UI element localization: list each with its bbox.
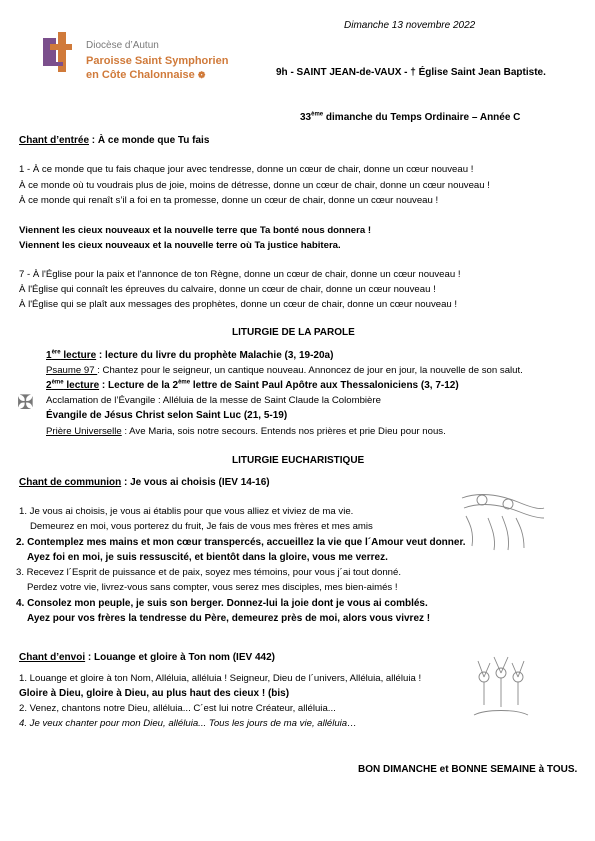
envoi-line-4: 4. Je veux chanter pour mon Dieu, alléluia... Tous les jours de ma vie, alléluia… bbox=[19, 718, 357, 729]
communion-heading bbox=[19, 477, 270, 488]
entree-verse7-line2: À l'Église qui connaît les épreuves du calvaire, donne un cœur de chair, donne un cœur nouveau ! bbox=[19, 284, 436, 295]
entree-verse7-line1: 7 - À l'Église pour la paix et l'annonce de ton Règne, donne un cœur de chair, donne un cœur nouveau ! bbox=[19, 269, 461, 280]
first-reading bbox=[46, 350, 333, 362]
communion-line-6: Perdez votre vie, livrez-vous sans compter, vous serez mes disciples, mes bien-aimés ! bbox=[27, 582, 398, 593]
second-reading-text-b: lettre de Saint Paul Apôtre aux Thessaloniciens (3, 7-12) bbox=[190, 380, 459, 391]
second-reading-label bbox=[46, 380, 99, 391]
gospel-acclamation: Acclamation de l’Évangile : Alléluia de la messe de Saint Claude la Colombière bbox=[46, 395, 381, 406]
logo-parish-line2-text: en Côte Chalonnaise bbox=[86, 69, 195, 81]
eucharistie-section-title: LITURGIE EUCHARISTIQUE bbox=[232, 455, 365, 466]
entree-refrain-line2: Viennent les cieux nouveaux et la nouvelle terre où Ta justice habitera. bbox=[19, 240, 341, 251]
diocese-cross-logo-icon bbox=[40, 32, 74, 72]
first-reading-label bbox=[46, 350, 96, 361]
mass-info: 9h - SAINT JEAN-de-VAUX - † Église Saint Jean Baptiste. bbox=[276, 67, 546, 78]
second-reading bbox=[46, 380, 459, 392]
first-reading-num: 1 bbox=[46, 350, 52, 361]
communion-line-7: 4. Consolez mon peuple, je suis son berger. Donnez-lui la joie dont je vous ai comblés. bbox=[16, 598, 428, 609]
sunday-number: 33 bbox=[300, 112, 312, 123]
second-reading-sup: ème bbox=[51, 379, 64, 386]
sunday-title bbox=[300, 112, 520, 123]
entree-verse7-line3: À l'Église qui se plaît aux messages des prophètes, donne un cœur de chair, donne un cœur nouveau ! bbox=[19, 299, 458, 310]
communion-line-4: Ayez foi en moi, je suis ressuscité, et bientôt dans la gloire, vous me verrez. bbox=[27, 552, 388, 563]
sunday-sup: ème bbox=[311, 111, 324, 118]
second-reading-num: 2 bbox=[46, 380, 52, 391]
envoi-line-1: 1. Louange et gloire à ton Nom, Alléluia, alléluia ! Seigneur, Dieu de l´univers, Alléluia, alléluia ! bbox=[19, 673, 422, 684]
communion-label: Chant de communion bbox=[19, 477, 122, 488]
logo-parish-name bbox=[86, 54, 228, 82]
closing-wish: BON DIMANCHE et BONNE SEMAINE à TOUS. bbox=[358, 764, 578, 775]
entree-verse1-line1: 1 - À ce monde que tu fais chaque jour avec tendresse, donne un cœur de chair, donne un cœur nouveau ! bbox=[19, 164, 474, 175]
communion-line-5: 3. Recevez l´Esprit de puissance et de paix, soyez mes témoins, pour vous j´ai tout donné. bbox=[16, 567, 402, 578]
communion-line-1: 1. Je vous ai choisis, je vous ai établis pour que vous alliez et viviez de ma vie. bbox=[19, 506, 354, 517]
envoi-title: : Louange et gloire à Ton nom (IEV 442) bbox=[85, 652, 275, 663]
grape-icon: ❁ bbox=[197, 70, 206, 80]
logo-diocese-name: Diocèse d’Autun bbox=[86, 40, 159, 51]
psalm bbox=[46, 365, 523, 377]
logo-parish-line1: Paroisse Saint Symphorien bbox=[86, 55, 229, 67]
envoi-line-2: Gloire à Dieu, gloire à Dieu, au plus haut des cieux ! (bis) bbox=[19, 688, 290, 699]
communion-line-3: 2. Contemplez mes mains et mon cœur transpercés, accueillez la vie que l´Amour veut donner. bbox=[16, 537, 466, 548]
universal-prayer-text: : Ave Maria, sois notre secours. Entends nos prières et prie Dieu pour nous. bbox=[121, 426, 446, 437]
first-reading-text: : lecture du livre du prophète Malachie (3, 19-20a) bbox=[96, 350, 334, 361]
gospel: Évangile de Jésus Christ selon Saint Luc (21, 5-19) bbox=[46, 410, 288, 421]
envoi-heading bbox=[19, 652, 275, 663]
entree-heading bbox=[19, 135, 209, 146]
first-reading-word: lecture bbox=[60, 350, 97, 361]
entree-refrain-line1: Viennent les cieux nouveaux et la nouvelle terre que Ta bonté nous donnera ! bbox=[19, 225, 372, 236]
date: Dimanche 13 novembre 2022 bbox=[344, 20, 476, 31]
first-reading-sup: ère bbox=[51, 349, 61, 356]
logo-parish-line2 bbox=[86, 68, 228, 82]
psalm-label: Psaume 97 bbox=[46, 365, 98, 376]
second-reading-text-sup: ème bbox=[178, 379, 191, 386]
communion-title: : Je vous ai choisis (IEV 14-16) bbox=[121, 477, 270, 488]
envoi-label: Chant d’envoi bbox=[19, 652, 86, 663]
hands-illustration-icon bbox=[458, 488, 546, 552]
ornate-cross-icon: ✠ bbox=[17, 392, 34, 414]
second-reading-word: lecture bbox=[63, 380, 100, 391]
entree-title: : À ce monde que Tu fais bbox=[89, 135, 210, 146]
communion-line-8: Ayez pour vos frères la tendresse du Père, demeurez près de moi, alors vous vivrez ! bbox=[27, 613, 431, 624]
second-reading-text-a: : Lecture de la 2 bbox=[99, 380, 179, 391]
universal-prayer-label: Prière Universelle bbox=[46, 426, 122, 437]
parole-section-title: LITURGIE DE LA PAROLE bbox=[232, 327, 355, 338]
entree-label: Chant d’entrée bbox=[19, 135, 90, 146]
sunday-rest: dimanche du Temps Ordinaire – Année C bbox=[323, 112, 521, 123]
universal-prayer bbox=[46, 426, 446, 438]
praising-people-illustration-icon bbox=[466, 655, 536, 723]
envoi-line-3: 2. Venez, chantons notre Dieu, alléluia... C´est lui notre Créateur, alléluia... bbox=[19, 703, 336, 714]
entree-verse1-line2: À ce monde où tu voudrais plus de joie, moins de détresse, donne un cœur de chair, donne un cœur nouveau ! bbox=[19, 180, 490, 191]
communion-line-2: Demeurez en moi, vous porterez du fruit, Je fais de vous mes frères et mes amis bbox=[30, 521, 373, 532]
parish-logo bbox=[40, 30, 240, 100]
entree-verse1-line3: À ce monde qui renaît s’il a foi en ta promesse, donne un cœur de chair, donne un cœur nouveau ! bbox=[19, 195, 439, 206]
psalm-text: : Chantez pour le seigneur, un cantique nouveau. Annoncez de jour en jour, la nouvelle de son salut. bbox=[97, 365, 523, 376]
